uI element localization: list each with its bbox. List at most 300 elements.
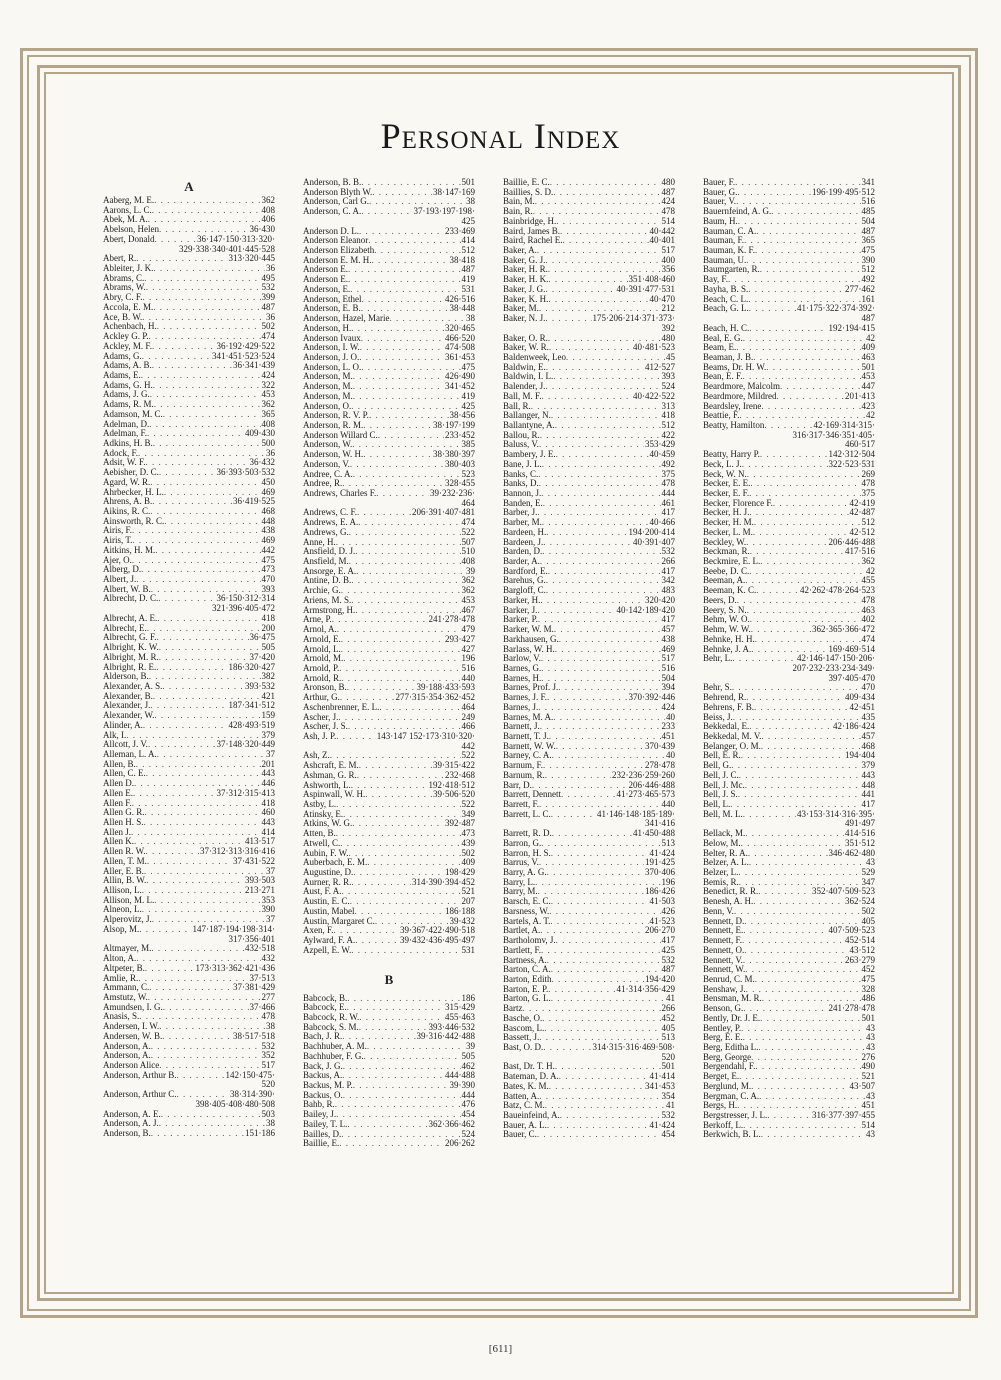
index-entry — [103, 653, 275, 663]
entry-name: Barehus, G. — [503, 576, 546, 586]
index-entry — [103, 944, 275, 954]
entry-pages: 42·451 — [849, 702, 875, 712]
entry-pages: 42 — [866, 333, 875, 343]
dot-leader — [359, 761, 432, 771]
index-entry — [503, 489, 675, 499]
index-entry — [503, 567, 675, 577]
entry-name: Anderson, M. — [303, 382, 353, 392]
index-entry — [703, 470, 875, 480]
entry-name: Bennett, E. — [703, 926, 744, 936]
entry-pages: 206·270 — [645, 926, 675, 936]
dot-leader — [542, 392, 632, 402]
entry-pages: 532 — [661, 547, 675, 557]
index-entry — [303, 440, 475, 450]
entry-name: Aurner, R. R. — [303, 877, 352, 887]
dot-leader — [159, 643, 261, 653]
index-entry — [103, 196, 275, 206]
dot-leader — [372, 188, 432, 198]
entry-pages: 414 — [461, 236, 475, 246]
dot-leader — [561, 790, 616, 800]
dot-leader — [330, 751, 461, 761]
index-entry — [303, 295, 475, 305]
entry-pages: 38·517·518 — [233, 1031, 275, 1041]
entry-name: Benedict, R. R. — [703, 887, 759, 897]
entry-pages: 362·366·462 — [428, 1119, 475, 1129]
index-entry-continuation: 398·405·408·480·508 — [195, 1099, 275, 1109]
dot-leader — [537, 1130, 661, 1140]
dot-leader — [745, 576, 860, 586]
index-entry — [503, 635, 675, 645]
index-entry — [303, 508, 475, 518]
dot-leader — [740, 411, 865, 421]
entry-name: Behnke, J. A. — [703, 644, 752, 654]
entry-name: Bennett, W. — [703, 965, 746, 975]
entry-name: Backus, A. — [303, 1071, 343, 1081]
index-entry — [703, 936, 875, 946]
dot-leader — [365, 790, 432, 800]
index-entry — [303, 1042, 475, 1052]
dot-leader — [742, 936, 844, 946]
index-entry — [303, 868, 475, 878]
dot-leader — [761, 1130, 865, 1140]
entry-name: Backus, M. P. — [303, 1080, 353, 1090]
entry-name: Adams, G. — [103, 351, 142, 361]
dot-leader — [538, 470, 660, 480]
entry-pages: 41·175·322·374·392· — [797, 304, 875, 314]
dot-leader — [547, 956, 661, 966]
dot-leader — [150, 507, 260, 517]
index-entry-continuation: 316·317·346·351·405· — [792, 430, 875, 440]
index-entry — [703, 654, 875, 664]
index-entry — [103, 721, 275, 731]
entry-pages: 532 — [661, 955, 675, 965]
entry-name: Bauman, U. — [703, 255, 747, 265]
entry-name: Arthur, G. — [303, 693, 340, 703]
index-entry — [703, 1024, 875, 1034]
dot-leader — [736, 343, 860, 353]
entry-name: Alexander, B. — [103, 691, 153, 701]
dot-leader — [163, 410, 261, 420]
entry-name: Behm, W. W. — [703, 625, 751, 635]
entry-pages: 531 — [461, 284, 475, 294]
entry-pages: 432·518 — [245, 944, 275, 954]
dot-leader — [164, 488, 261, 498]
entry-name: Ansfield, D. J. — [303, 547, 356, 557]
entry-name: Bergendahl, F. — [703, 1062, 756, 1072]
entry-pages: 418 — [661, 411, 675, 421]
entry-pages: 409·434 — [845, 693, 875, 703]
entry-name: Aebisher, D. C. — [103, 468, 159, 478]
entry-name: Behr, L. — [703, 654, 733, 664]
entry-pages: 42·146·147·150·206· — [797, 654, 875, 664]
entry-name: Benn, V. — [703, 906, 734, 916]
entry-name: Abrams, W. — [103, 283, 146, 293]
entry-name: Amundsen, I. G. — [103, 1002, 163, 1012]
index-entry — [303, 674, 475, 684]
entry-pages: 524 — [661, 382, 675, 392]
entry-pages: 39·432·436·495·497 — [400, 936, 475, 946]
entry-name: Anderson Ivaux — [303, 333, 361, 343]
entry-pages: 40·391·407 — [633, 537, 675, 547]
entry-pages: 41 — [666, 1101, 675, 1111]
entry-pages: 365 — [861, 236, 875, 246]
index-entry — [503, 314, 675, 324]
dot-leader — [761, 402, 860, 412]
index-entry — [303, 771, 475, 781]
index-entry — [503, 946, 675, 956]
entry-name: Allison, M. L. — [103, 895, 155, 905]
index-entry — [303, 683, 475, 693]
dot-leader — [545, 771, 611, 781]
entry-pages: 40·442 — [649, 226, 675, 236]
entry-pages: 521 — [461, 887, 475, 897]
entry-pages: 351·512 — [845, 838, 875, 848]
entry-name: Barnum, R. — [503, 770, 545, 780]
index-entry — [703, 1033, 875, 1043]
entry-name: Baker, O. R. — [503, 333, 548, 343]
index-entry — [503, 499, 675, 509]
entry-pages: 406 — [261, 215, 275, 225]
entry-name: Barton, E. P. — [503, 984, 549, 994]
index-entry — [303, 411, 475, 421]
entry-pages: 417 — [661, 936, 675, 946]
dot-leader — [755, 1062, 860, 1072]
dot-leader — [548, 265, 661, 275]
entry-pages: 233·469 — [445, 226, 475, 236]
entry-name: Bachhuber, A. M. — [303, 1042, 367, 1052]
index-entry — [103, 915, 275, 925]
entry-pages: 393·446·532 — [428, 1022, 475, 1032]
index-entry — [303, 207, 475, 217]
entry-pages: 362 — [261, 196, 275, 205]
entry-name: Babcock, B. — [303, 993, 348, 1003]
dot-leader — [539, 1033, 660, 1043]
dot-leader — [353, 392, 461, 402]
index-entry — [703, 926, 875, 936]
index-entry — [103, 449, 275, 459]
entry-pages: 503 — [261, 1109, 275, 1119]
entry-pages: 196 — [661, 877, 675, 887]
entry-pages: 473 — [461, 829, 475, 839]
index-entry — [103, 215, 275, 225]
index-entry — [103, 565, 275, 575]
entry-name: Bell, L. — [703, 800, 731, 809]
dot-leader — [750, 615, 861, 625]
dot-leader — [556, 450, 649, 460]
entry-pages: 452 — [861, 965, 875, 975]
dot-leader — [351, 576, 460, 586]
dot-leader — [730, 800, 860, 810]
entry-pages: 504 — [661, 673, 675, 683]
dot-leader — [548, 567, 661, 577]
entry-name: Barsness, W. — [503, 906, 550, 916]
entry-pages: 514 — [861, 1120, 875, 1130]
index-entry — [503, 917, 675, 927]
dot-leader — [551, 897, 649, 907]
entry-pages: 414 — [261, 827, 275, 837]
entry-pages: 206·391·407·481 — [412, 508, 475, 518]
entry-name: Barlow, V. — [503, 654, 541, 664]
entry-name: Alneon, L. — [103, 905, 142, 915]
dot-leader — [743, 1121, 860, 1131]
entry-name: Barnes, J. F. — [503, 693, 548, 703]
index-entry — [703, 956, 875, 966]
dot-leader — [353, 868, 444, 878]
entry-pages: 36·192·429·522 — [216, 341, 275, 351]
entry-pages: 394 — [661, 683, 675, 693]
dot-leader — [780, 382, 861, 392]
index-entry — [703, 227, 875, 237]
entry-name: Anderson, R. M. — [303, 420, 364, 430]
entry-name: Albert, J. — [103, 575, 137, 585]
dot-leader — [542, 547, 660, 557]
index-entry — [503, 440, 675, 450]
index-entry — [103, 458, 275, 468]
index-entry — [103, 342, 275, 352]
index-entry — [503, 713, 675, 723]
entry-pages: 37·466 — [249, 1002, 275, 1012]
entry-name: Barnes, G. — [503, 663, 542, 673]
entry-pages: 147·187·194·198·314· — [192, 924, 275, 934]
index-entry — [703, 275, 875, 285]
entry-pages: 38·456 — [449, 411, 475, 421]
entry-name: Alsop, M. — [103, 924, 140, 934]
entry-name: Adamson, M. C. — [103, 409, 163, 419]
entry-name: Bergstresser, J. L. — [703, 1111, 768, 1120]
entry-pages: 501 — [861, 1013, 875, 1023]
entry-pages: 277 — [261, 992, 275, 1002]
entry-name: Beach, C. L. — [703, 294, 749, 304]
entry-name: Abek, M. A. — [103, 215, 148, 225]
index-entry — [503, 810, 675, 820]
entry-name: Amlie, R. — [103, 973, 139, 983]
dot-leader — [153, 264, 265, 274]
entry-name: Anderson, A. J. — [103, 1119, 159, 1129]
entry-pages: 206·446·488 — [628, 780, 675, 790]
entry-name: Aikins, R. C. — [103, 507, 151, 516]
entry-pages: 444 — [661, 489, 675, 498]
entry-name: Anderson, Arthur B. — [103, 1070, 177, 1080]
index-entry — [103, 361, 275, 371]
dot-leader — [539, 1092, 660, 1102]
entry-name: Adams, E. — [103, 370, 141, 380]
entry-pages: 440 — [461, 673, 475, 683]
dot-leader — [139, 1012, 260, 1022]
index-entry — [303, 246, 475, 256]
entry-name: Anderson, V. — [303, 459, 350, 469]
entry-name: Aschenbrenner, E. L. — [303, 702, 380, 712]
entry-pages: 194·404 — [845, 751, 875, 761]
entry-pages: 475 — [461, 362, 475, 372]
entry-pages: 206·262 — [445, 1139, 475, 1149]
entry-name: Belzer, L. — [703, 868, 739, 878]
dot-leader — [541, 654, 661, 664]
entry-pages: 438 — [261, 526, 275, 536]
dot-leader — [361, 304, 449, 314]
index-entry — [703, 411, 875, 421]
entry-pages: 474 — [861, 634, 875, 644]
index-entry — [303, 576, 475, 586]
index-entry — [703, 450, 875, 460]
entry-name: Austin, Margaret C. — [303, 916, 375, 926]
index-entry-continuation: 460·517 — [845, 440, 875, 450]
entry-pages: 39 — [466, 1042, 475, 1052]
entry-name: Batz, C. M. — [503, 1101, 545, 1111]
entry-name: Barton, G. L. — [503, 994, 551, 1004]
index-entry — [703, 353, 875, 363]
dot-leader — [540, 722, 661, 732]
entry-name: Anderson, Carl G. — [303, 197, 369, 207]
entry-pages: 516 — [661, 663, 675, 673]
entry-name: Anderson, M. — [303, 391, 353, 401]
entry-pages: 409 — [461, 858, 475, 868]
index-entry — [703, 382, 875, 392]
index-entry — [103, 1022, 275, 1032]
index-entry — [703, 703, 875, 713]
index-entry — [303, 897, 475, 907]
entry-pages: 40·401 — [649, 236, 675, 246]
entry-pages: 426 — [661, 906, 675, 916]
index-entry — [303, 547, 475, 557]
entry-pages: 233·452 — [445, 430, 475, 440]
entry-pages: 42·262·478·264·523 — [800, 586, 875, 596]
entry-pages: 453 — [461, 595, 475, 605]
dot-leader — [553, 713, 665, 723]
dot-leader — [761, 732, 860, 742]
entry-pages: 447 — [861, 382, 875, 392]
entry-name: Bartlett, F. — [503, 945, 542, 955]
entry-pages: 444·488 — [445, 1071, 475, 1081]
entry-pages: 474 — [261, 332, 275, 342]
index-entry — [703, 897, 875, 907]
entry-pages: 142·150·475· — [225, 1070, 275, 1080]
entry-pages: 451 — [661, 731, 675, 741]
dot-leader — [547, 693, 627, 703]
index-entry — [103, 886, 275, 896]
index-entry-continuation: 487 — [861, 314, 875, 324]
index-entry — [503, 470, 675, 480]
dot-leader — [155, 235, 197, 245]
dot-leader — [755, 975, 861, 985]
entry-name: Adsit, W. F. — [103, 458, 146, 468]
entry-name: Armstrong, H. — [303, 605, 356, 615]
entry-name: Bauer, F. — [703, 178, 736, 187]
dot-leader — [148, 740, 216, 750]
entry-name: Aspinwall, W. H. — [303, 790, 366, 800]
entry-name: Anderson, B. — [103, 1129, 151, 1138]
index-entry — [503, 304, 675, 314]
index-entry — [303, 790, 475, 800]
entry-name: Ackley G. P. — [103, 332, 149, 342]
entry-pages: 480 — [661, 178, 675, 187]
entry-name: Banden, E. — [503, 498, 543, 508]
index-entry — [503, 800, 675, 810]
index-entry — [503, 936, 675, 946]
entry-pages: 440 — [661, 800, 675, 809]
entry-name: Barber, M. — [503, 518, 542, 528]
dot-leader — [555, 421, 661, 431]
entry-name: Barnes, H. — [503, 673, 542, 683]
section-letter: B — [384, 971, 394, 987]
entry-name: Beckmire, E. L. — [703, 557, 761, 567]
entry-pages: 39·432 — [449, 916, 475, 926]
dot-leader — [743, 926, 827, 936]
entry-name: Alexander, W. — [103, 711, 155, 721]
index-entry — [703, 567, 875, 577]
index-entry — [703, 732, 875, 742]
index-entry — [503, 975, 675, 985]
index-entry — [503, 353, 675, 363]
dot-leader — [738, 217, 861, 227]
dot-leader — [539, 800, 660, 810]
entry-name: Barden, D. — [503, 547, 543, 557]
index-entry — [703, 849, 875, 859]
dot-leader — [152, 361, 232, 371]
entry-name: Atinsky, E. — [303, 809, 344, 819]
entry-pages: 38 — [466, 197, 475, 207]
entry-name: Alexander, A. S. — [103, 681, 163, 691]
index-entry — [103, 575, 275, 585]
index-entry — [103, 1032, 275, 1042]
entry-pages: 36·430 — [249, 225, 275, 235]
index-entry — [703, 713, 875, 723]
index-entry — [503, 479, 675, 489]
entry-pages: 293·427 — [445, 634, 475, 644]
entry-pages: 470 — [861, 683, 875, 693]
entry-pages: 151·186 — [245, 1129, 275, 1138]
dot-leader — [142, 352, 211, 362]
entry-pages: 448 — [261, 516, 275, 526]
entry-pages: 469 — [261, 536, 275, 546]
entry-name: Baldwin, E. — [503, 362, 546, 372]
entry-pages: 517 — [261, 1060, 275, 1070]
entry-pages: 38·380·397 — [433, 450, 475, 460]
dot-leader — [755, 635, 861, 645]
index-entry — [303, 178, 475, 188]
entry-name: Becker, L. M. — [703, 527, 753, 537]
index-entry — [303, 460, 475, 470]
entry-pages: 313 — [661, 401, 675, 411]
entry-pages: 454 — [661, 1130, 675, 1140]
dot-leader — [348, 265, 461, 275]
dot-leader — [132, 536, 260, 546]
entry-pages: 521 — [861, 1072, 875, 1082]
entry-name: Atkins, W. G. — [303, 819, 353, 829]
entry-pages: 460 — [261, 808, 275, 818]
index-entry-continuation: 392 — [661, 323, 675, 333]
entry-name: Ariens, M. S. — [303, 595, 352, 605]
dot-leader — [547, 868, 644, 878]
entry-name: Babcock, R. W. — [303, 1012, 360, 1022]
entry-pages: 40·459 — [649, 450, 675, 460]
dot-leader — [336, 732, 375, 742]
index-entry — [103, 1012, 275, 1022]
entry-name: Beach, H. C. — [703, 323, 750, 333]
entry-name: Bauman, C. A. — [703, 226, 757, 236]
entry-name: Andree, C. A. — [303, 469, 353, 479]
entry-name: Beers, D. — [703, 595, 737, 605]
entry-name: Baird, James B. — [503, 226, 560, 236]
entry-pages: 41·424 — [649, 1120, 675, 1130]
index-entry — [103, 293, 275, 303]
entry-name: Behr, S. — [703, 683, 732, 693]
dot-leader — [157, 633, 249, 643]
entry-pages: 452·514 — [845, 936, 875, 946]
dot-leader — [151, 944, 244, 954]
entry-name: Benesh, A. H. — [703, 897, 754, 907]
dot-leader — [744, 946, 848, 956]
entry-name: Beams, Dr. H. W. — [703, 362, 767, 372]
